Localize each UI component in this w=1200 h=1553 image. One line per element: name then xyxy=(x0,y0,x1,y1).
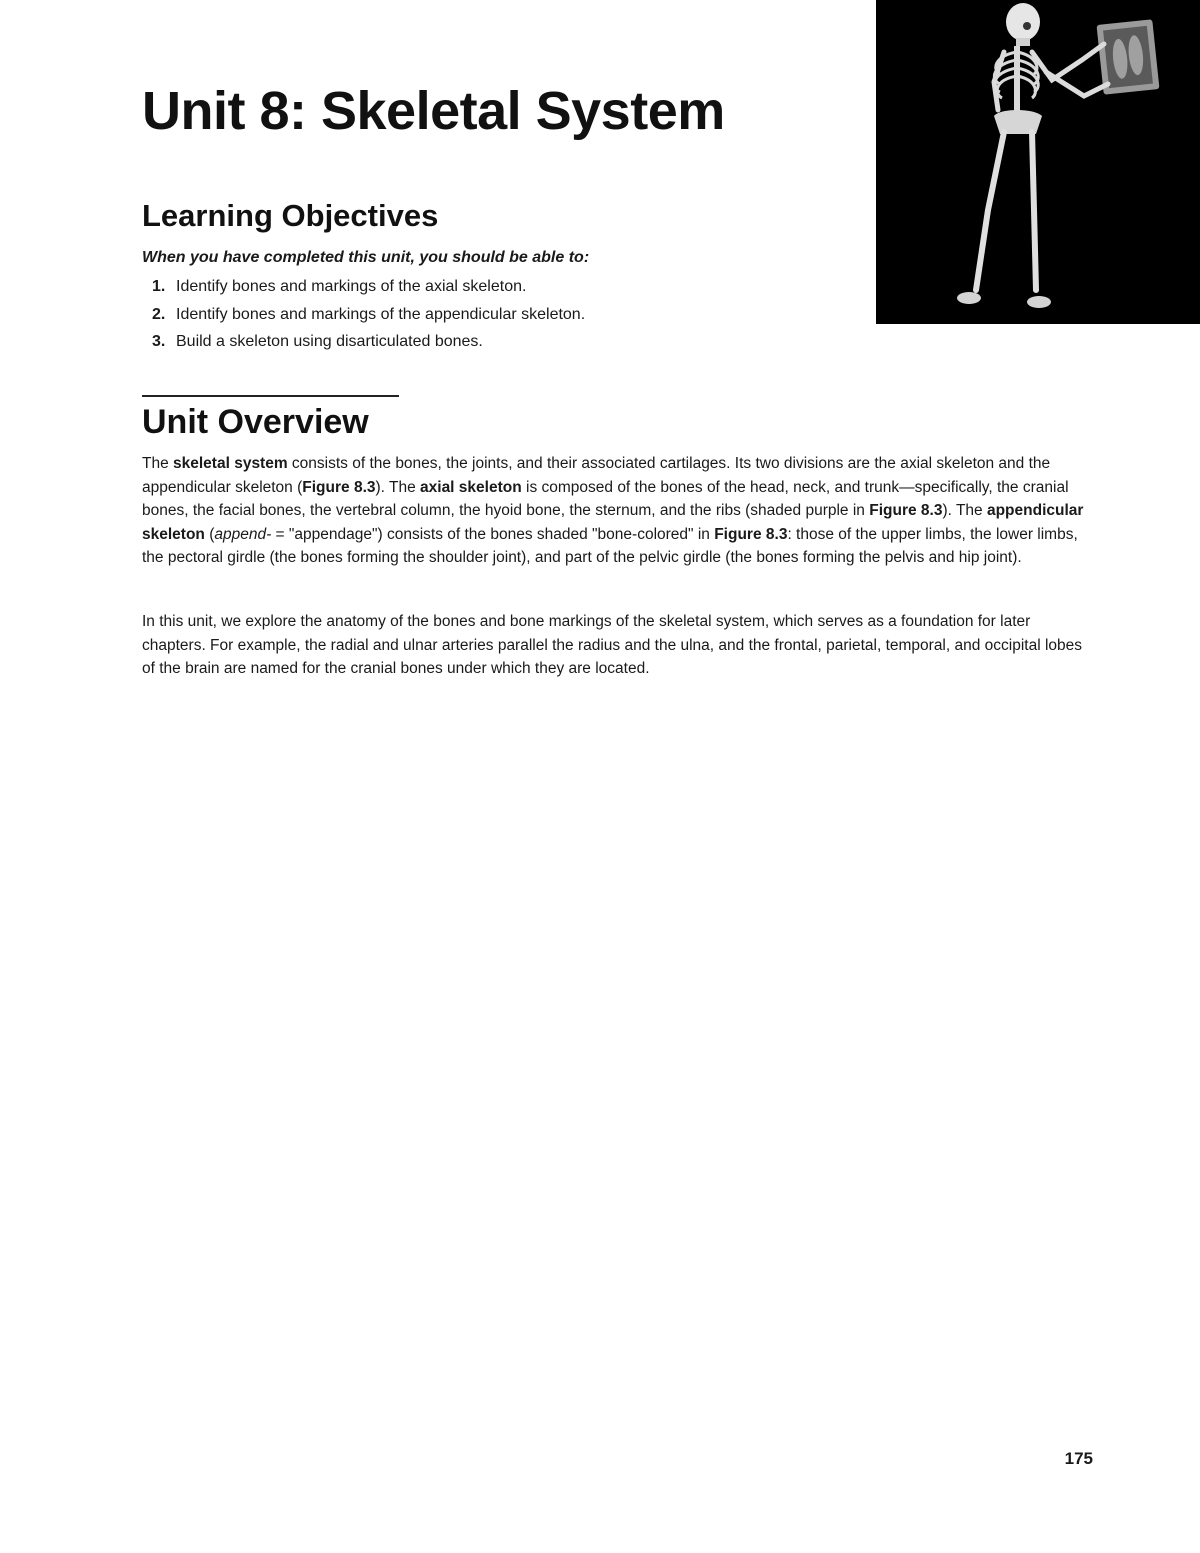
learning-objectives-intro: When you have completed this unit, you should be able to: xyxy=(142,249,590,266)
unit-title: Unit 8: Skeletal System xyxy=(142,81,725,141)
figure-reference: Figure 8.3 xyxy=(869,502,943,519)
list-item xyxy=(152,331,585,359)
figure-reference: Figure 8.3 xyxy=(714,525,788,543)
page-number: 175 xyxy=(1064,1449,1093,1468)
figure-reference: Figure 8.3 xyxy=(302,478,376,496)
term-appendicular-skeleton: appendicular skeleton xyxy=(142,502,1084,543)
unit-overview-heading: Unit Overview xyxy=(142,403,369,441)
term-skeletal-system: skeletal system xyxy=(173,455,288,472)
learning-objectives-heading: Learning Objectives xyxy=(142,198,439,233)
term-append-prefix: append- xyxy=(214,525,272,543)
list-item-number: 3. xyxy=(152,333,166,350)
list-item-text: Build a skeleton using disarticulated bones. xyxy=(176,333,483,350)
text-run: ). The xyxy=(942,502,987,519)
learning-objectives-list xyxy=(152,276,585,359)
term-axial-skeleton: axial skeleton xyxy=(420,478,522,496)
text-run: ). The xyxy=(375,478,421,496)
overview-paragraph-1 xyxy=(142,452,1087,570)
list-item-number: 1. xyxy=(152,278,166,295)
section-divider xyxy=(142,395,399,397)
list-item-text: Identify bones and markings of the axial skeleton. xyxy=(176,278,527,295)
list-item-number: 2. xyxy=(152,305,166,323)
overview-paragraph-2: In this unit, we explore the anatomy of the bones and bone markings of the skeletal system, which serves as a foundation for later chapters. For example, the radial and ulnar arteries parallel the radius and the ulna, and the frontal, parietal, temporal, and occipital lobes of the brain are named for the cranial bones under which they are located. xyxy=(142,613,1083,677)
text-run: The xyxy=(142,455,174,472)
text-run: : those of the upper limbs, the lower limbs, the pectoral girdle (the bones forming the shoulder joint), and part of the pelvic girdle (the bones forming the pelvis and hip joint). xyxy=(142,525,1078,566)
skeleton-xray-image xyxy=(876,0,1200,324)
text-run: consists of the bones, the joints, and their associated cartilages. Its two divisions are the axial skeleton and the appendicular skeleton ( xyxy=(142,455,1051,496)
text-run: = "appendage") consists of the bones shaded "bone-colored" in xyxy=(271,525,715,543)
text-run: ( xyxy=(204,525,215,543)
text-run: is composed of the bones of the head, neck, and trunk—specifically, the cranial bones, the facial bones, the vertebral column, the hyoid bone, the sternum, and the ribs (shaded purple in xyxy=(142,478,1069,519)
list-item xyxy=(152,276,585,304)
list-item-text: Identify bones and markings of the appendicular skeleton. xyxy=(176,305,586,323)
list-item xyxy=(152,304,585,332)
